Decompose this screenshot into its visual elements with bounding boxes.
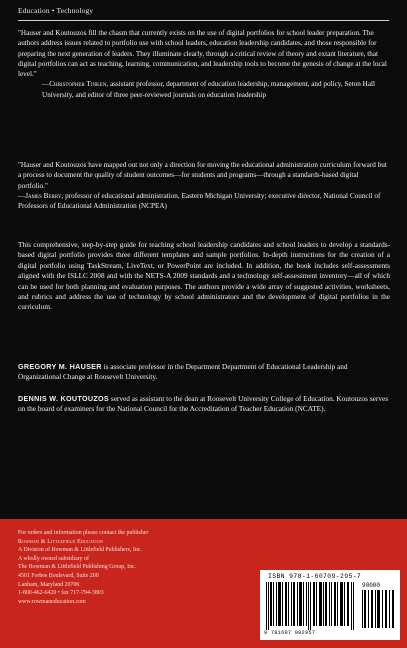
- publisher-line: A Division of Rowman & Littlefield Publishers, Inc.: [18, 547, 142, 554]
- quote-2-attribution: [18, 191, 390, 212]
- category-label: Education • Technology: [18, 6, 94, 15]
- quote-2-affiliation: , professor of educational administration, Eastern Michigan University; executive director, National Council of Professors of Educational Administration (NCPEA): [18, 191, 381, 211]
- publisher-line: www.rowmaneducation.com: [18, 598, 86, 605]
- author-1-name: GREGORY M. HAUSER: [18, 362, 102, 371]
- author-2-name: DENNIS W. KOUTOUZOS: [18, 394, 110, 403]
- quote-1-attribution: [42, 79, 390, 100]
- isbn-number: ISBN 978-1-60709-295-7: [268, 573, 362, 580]
- publisher-info: [18, 529, 208, 606]
- divider-rule: [18, 20, 389, 21]
- barcode-addon: 90000: [362, 582, 381, 589]
- publisher-line: Lanham, Maryland 20706: [18, 581, 80, 588]
- barcode-digits: 9 781607 092957: [264, 630, 316, 636]
- publisher-line: 1-800-462-6420 • fax 717-794-3803: [18, 590, 104, 597]
- endorsement-quote-1: [18, 28, 390, 100]
- publisher-line: Rowman & Littlefield Education: [18, 538, 104, 545]
- publisher-line: For orders and information please contact the publisher: [18, 530, 149, 536]
- quote-1-text: "Hauser and Koutouzos fill the chasm that currently exists on the use of digital portfolios for school leader preparation. The authors address issues related to portfolio use with school leaders, education leadership candidates, and those responsible for preparing the next generation of leaders. They illuminate clearly, through a critical review of theory and extant literature, that digital portfolios can act as teaching, learning, communication, and leadership tools to become the genesis of change at the local level.": [18, 29, 387, 79]
- publisher-line: The Rowman & Littlefield Publishing Group, Inc.: [18, 564, 137, 571]
- author-2-bio: served as assistant to the dean at Roosevelt University College of Education. Koutouzos serves on the board of examiners for the National Council for the Accreditation of Teacher Education (NCATE).: [18, 394, 389, 414]
- addon-barcode-image: [362, 590, 396, 628]
- author-1-bio: is associate professor in the Department Department of Educational Leadership and Organizational Change at Roosevelt University.: [18, 362, 348, 382]
- quote-1-author: —Christopher Tinken: [42, 80, 107, 89]
- author-bio-1: [18, 362, 390, 383]
- endorsement-quote-2: [18, 160, 390, 211]
- author-bio-2: [18, 394, 390, 415]
- publisher-line: 4501 Forbes Boulevard, Suite 200: [18, 572, 99, 579]
- quote-2-text: "Hauser and Koutouzos have mapped out not only a direction for moving the educational administration curriculum forward but a process to document the quality of student outcomes—for students and programs—through a standards-based digital portfolio.": [18, 161, 387, 190]
- barcode-image: [266, 582, 356, 630]
- quote-2-author: —James Berry: [18, 191, 62, 200]
- publisher-line: A wholly owned subsidiary of: [18, 555, 90, 562]
- quote-1-affiliation: , assistant professor, department of education leadership, management, and policy, Seton Hall University, and editor of three peer-reviewed journals on education leadership: [42, 80, 376, 99]
- book-description: This comprehensive, step-by-step guide for teaching school leadership candidates and school leaders to develop a standards-based digital portfolio provides three different templates and sample portfolios. In-depth instructions for the creation of a digital portfolio using TaskStream, LiveText, or PowerPoint are included. In addition, the book includes self-assessments aligned with the ISLLC 2008 and with the NETS-A 2009 standards and a technology self-assessment inventory—all of which can be used for both planning and evaluation purposes. The authors provide a wide array of suggested activities, worksheets, and rubrics and address the use of technology by school administrators and the development of digital portfolios in the curriculum.: [18, 240, 390, 312]
